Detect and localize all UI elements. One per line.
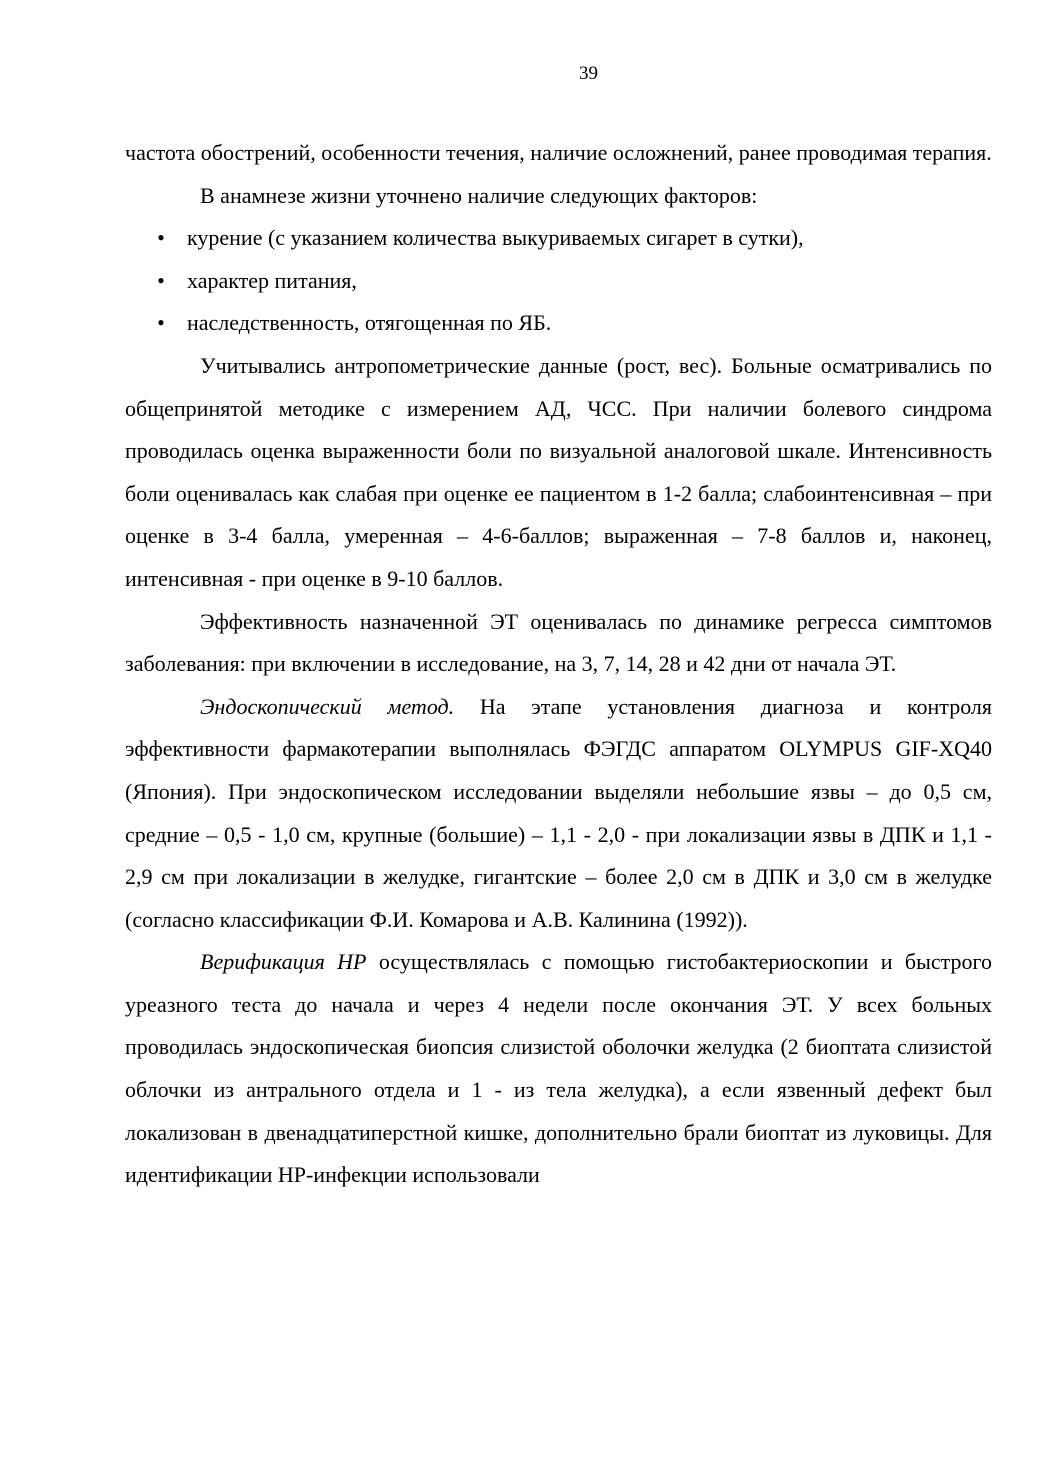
bullet-icon: • xyxy=(157,310,165,336)
paragraph-5 xyxy=(125,686,992,942)
paragraph-5-lead: Эндоскопический метод. xyxy=(200,693,455,719)
paragraph-6 xyxy=(125,941,992,1197)
list-item-text: наследственность, отягощенная по ЯБ. xyxy=(187,310,552,336)
paragraph-1: частота обострений, особенности течения, наличие осложнений, ранее проводимая терапия. xyxy=(125,140,992,165)
list-item xyxy=(125,260,992,303)
list-item xyxy=(125,217,992,260)
list-item xyxy=(125,302,992,345)
list-item-text: характер питания, xyxy=(187,267,357,293)
paragraph-2: В анамнезе жизни уточнено наличие следующих факторов: xyxy=(200,182,758,208)
paragraph-4: Эффективность назначенной ЭТ оценивалась по динамике регресса симптомов заболевания: при включении в исследование, на 3, 7, 14, 28 и 42 дни от начала ЭТ. xyxy=(125,608,992,677)
paragraph-6-lead: Верификация НР xyxy=(200,949,367,975)
page-content xyxy=(125,132,992,1197)
list-item-text: курение (с указанием количества выкуриваемых сигарет в сутки), xyxy=(187,225,804,251)
paragraph-6-text: осуществлялась с помощью гистобактериоскопии и быстрого уреазного теста до начала и через 4 недели после окончания ЭТ. У всех больных проводилась эндоскопическая биопсия слизистой оболочки желудка (2 биоптата слизистой облочки из антрального отдела и 1 - из тела желудка), а если язвенный дефект был локализован в двенадцатиперстной кишке, дополнительно брали биоптат из луковицы. Для идентификации НР-инфекции использовали xyxy=(125,949,992,1188)
bullet-icon: • xyxy=(157,267,165,293)
bullet-icon: • xyxy=(157,225,165,251)
page-number: 39 xyxy=(579,63,598,84)
factor-list xyxy=(125,217,992,345)
paragraph-5-text: На этапе установления диагноза и контроля эффективности фармакотерапии выполнялась ФЭГДС аппаратом OLYMPUS GIF-XQ40 (Япония). При эндоскопическом исследовании выделяли небольшие язвы – до 0,5 см, средние – 0,5 - 1,0 см, крупные (большие) – 1,1 - 2,0 - при локализации язвы в ДПК и 1,1 - 2,9 см при локализации в желудке, гигантские – более 2,0 см в ДПК и 3,0 см в желудке (согласно классификации Ф.И. Комарова и А.В. Калинина (1992)). xyxy=(125,693,992,932)
paragraph-3: Учитывались антропометрические данные (рост, вес). Больные осматривались по общепринятой методике с измерением АД, ЧСС. При наличии болевого синдрома проводилась оценка выраженности боли по визуальной аналоговой шкале. Интенсивность боли оценивалась как слабая при оценке ее пациентом в 1-2 балла; слабоинтенсивная – при оценке в 3-4 балла, умеренная – 4-6-баллов; выраженная – 7-8 баллов и, наконец, интенсивная - при оценке в 9-10 баллов. xyxy=(125,352,992,591)
